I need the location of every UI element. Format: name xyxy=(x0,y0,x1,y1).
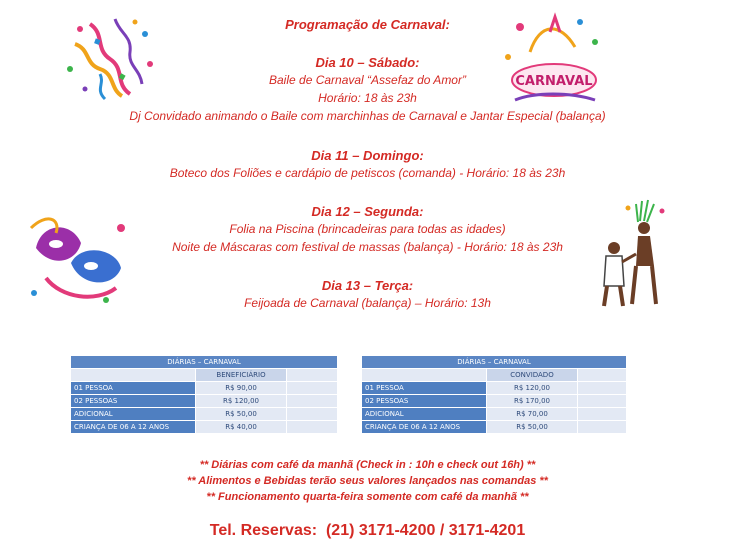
day-11-line-1: Boteco dos Foliões e cardápio de petiscos (comanda) - Horário: 18 às 23h xyxy=(169,166,566,180)
rates-table-title: DIÁRIAS – CARNAVAL xyxy=(71,356,338,369)
day-13-line-1: Feijoada de Carnaval (balança) – Horário: 13h xyxy=(244,296,491,310)
rate-label: 02 PESSOAS xyxy=(71,395,196,408)
rate-label: CRIANÇA DE 06 A 12 ANOS xyxy=(71,421,196,434)
rates-table-convidado xyxy=(361,355,627,434)
day-11-heading: Dia 11 – Domingo: xyxy=(311,148,424,163)
rate-value: R$ 70,00 xyxy=(487,408,578,421)
day-10-line-3: Dj Convidado animando o Baile com marchinhas de Carnaval e Jantar Especial (balança) xyxy=(129,109,606,123)
carnaval-logo-text: CARNAVAL xyxy=(515,74,593,89)
rate-label: ADICIONAL xyxy=(71,408,196,421)
day-12-line-1: Folia na Piscina (brincadeiras para todas as idades) xyxy=(229,222,506,236)
rates-table-beneficiario xyxy=(70,355,338,434)
rate-label: 01 PESSOA xyxy=(71,382,196,395)
rate-label: ADICIONAL xyxy=(362,408,487,421)
rate-label: 01 PESSOA xyxy=(362,382,487,395)
day-10-line-1: Baile de Carnaval “Assefaz do Amor” xyxy=(269,73,466,87)
day-10-line-2: Horário: 18 às 23h xyxy=(318,91,417,105)
rate-value: R$ 50,00 xyxy=(196,408,287,421)
rates-table-title: DIÁRIAS – CARNAVAL xyxy=(362,356,627,369)
rate-label: 02 PESSOAS xyxy=(362,395,487,408)
day-13-heading: Dia 13 – Terça: xyxy=(321,278,414,293)
rate-value: R$ 120,00 xyxy=(487,382,578,395)
carnival-masks-icon xyxy=(26,208,136,308)
day-12-heading: Dia 12 – Segunda: xyxy=(311,204,424,219)
rate-value: R$ 120,00 xyxy=(196,395,287,408)
rate-value: R$ 170,00 xyxy=(487,395,578,408)
rates-column-header: CONVIDADO xyxy=(487,369,578,382)
day-10-heading: Dia 10 – Sábado: xyxy=(315,55,420,70)
note-line-1: ** Diárias com café da manhã (Check in : 10h e check out 16h) ** xyxy=(199,459,536,471)
note-line-3: ** Funcionamento quarta-feira somente com café da manhã ** xyxy=(206,491,529,503)
confetti-streamers-icon xyxy=(60,14,160,104)
note-line-2: ** Alimentos e Bebidas terão seus valores lançados nas comandas ** xyxy=(187,475,548,487)
rate-value: R$ 40,00 xyxy=(196,421,287,434)
rate-value: R$ 90,00 xyxy=(196,382,287,395)
carnaval-logo-icon xyxy=(500,12,608,107)
carnival-dancers-icon xyxy=(592,196,672,311)
rate-label: CRIANÇA DE 06 A 12 ANOS xyxy=(362,421,487,434)
reservation-phone: Tel. Reservas: (21) 3171-4200 / 3171-4201 xyxy=(209,522,526,539)
day-12-line-2: Noite de Máscaras com festival de massas (balança) - Horário: 18 às 23h xyxy=(172,240,563,254)
page-title: Programação de Carnaval: xyxy=(285,17,450,32)
rate-value: R$ 50,00 xyxy=(487,421,578,434)
rates-column-header: BENEFICIÁRIO xyxy=(196,369,287,382)
